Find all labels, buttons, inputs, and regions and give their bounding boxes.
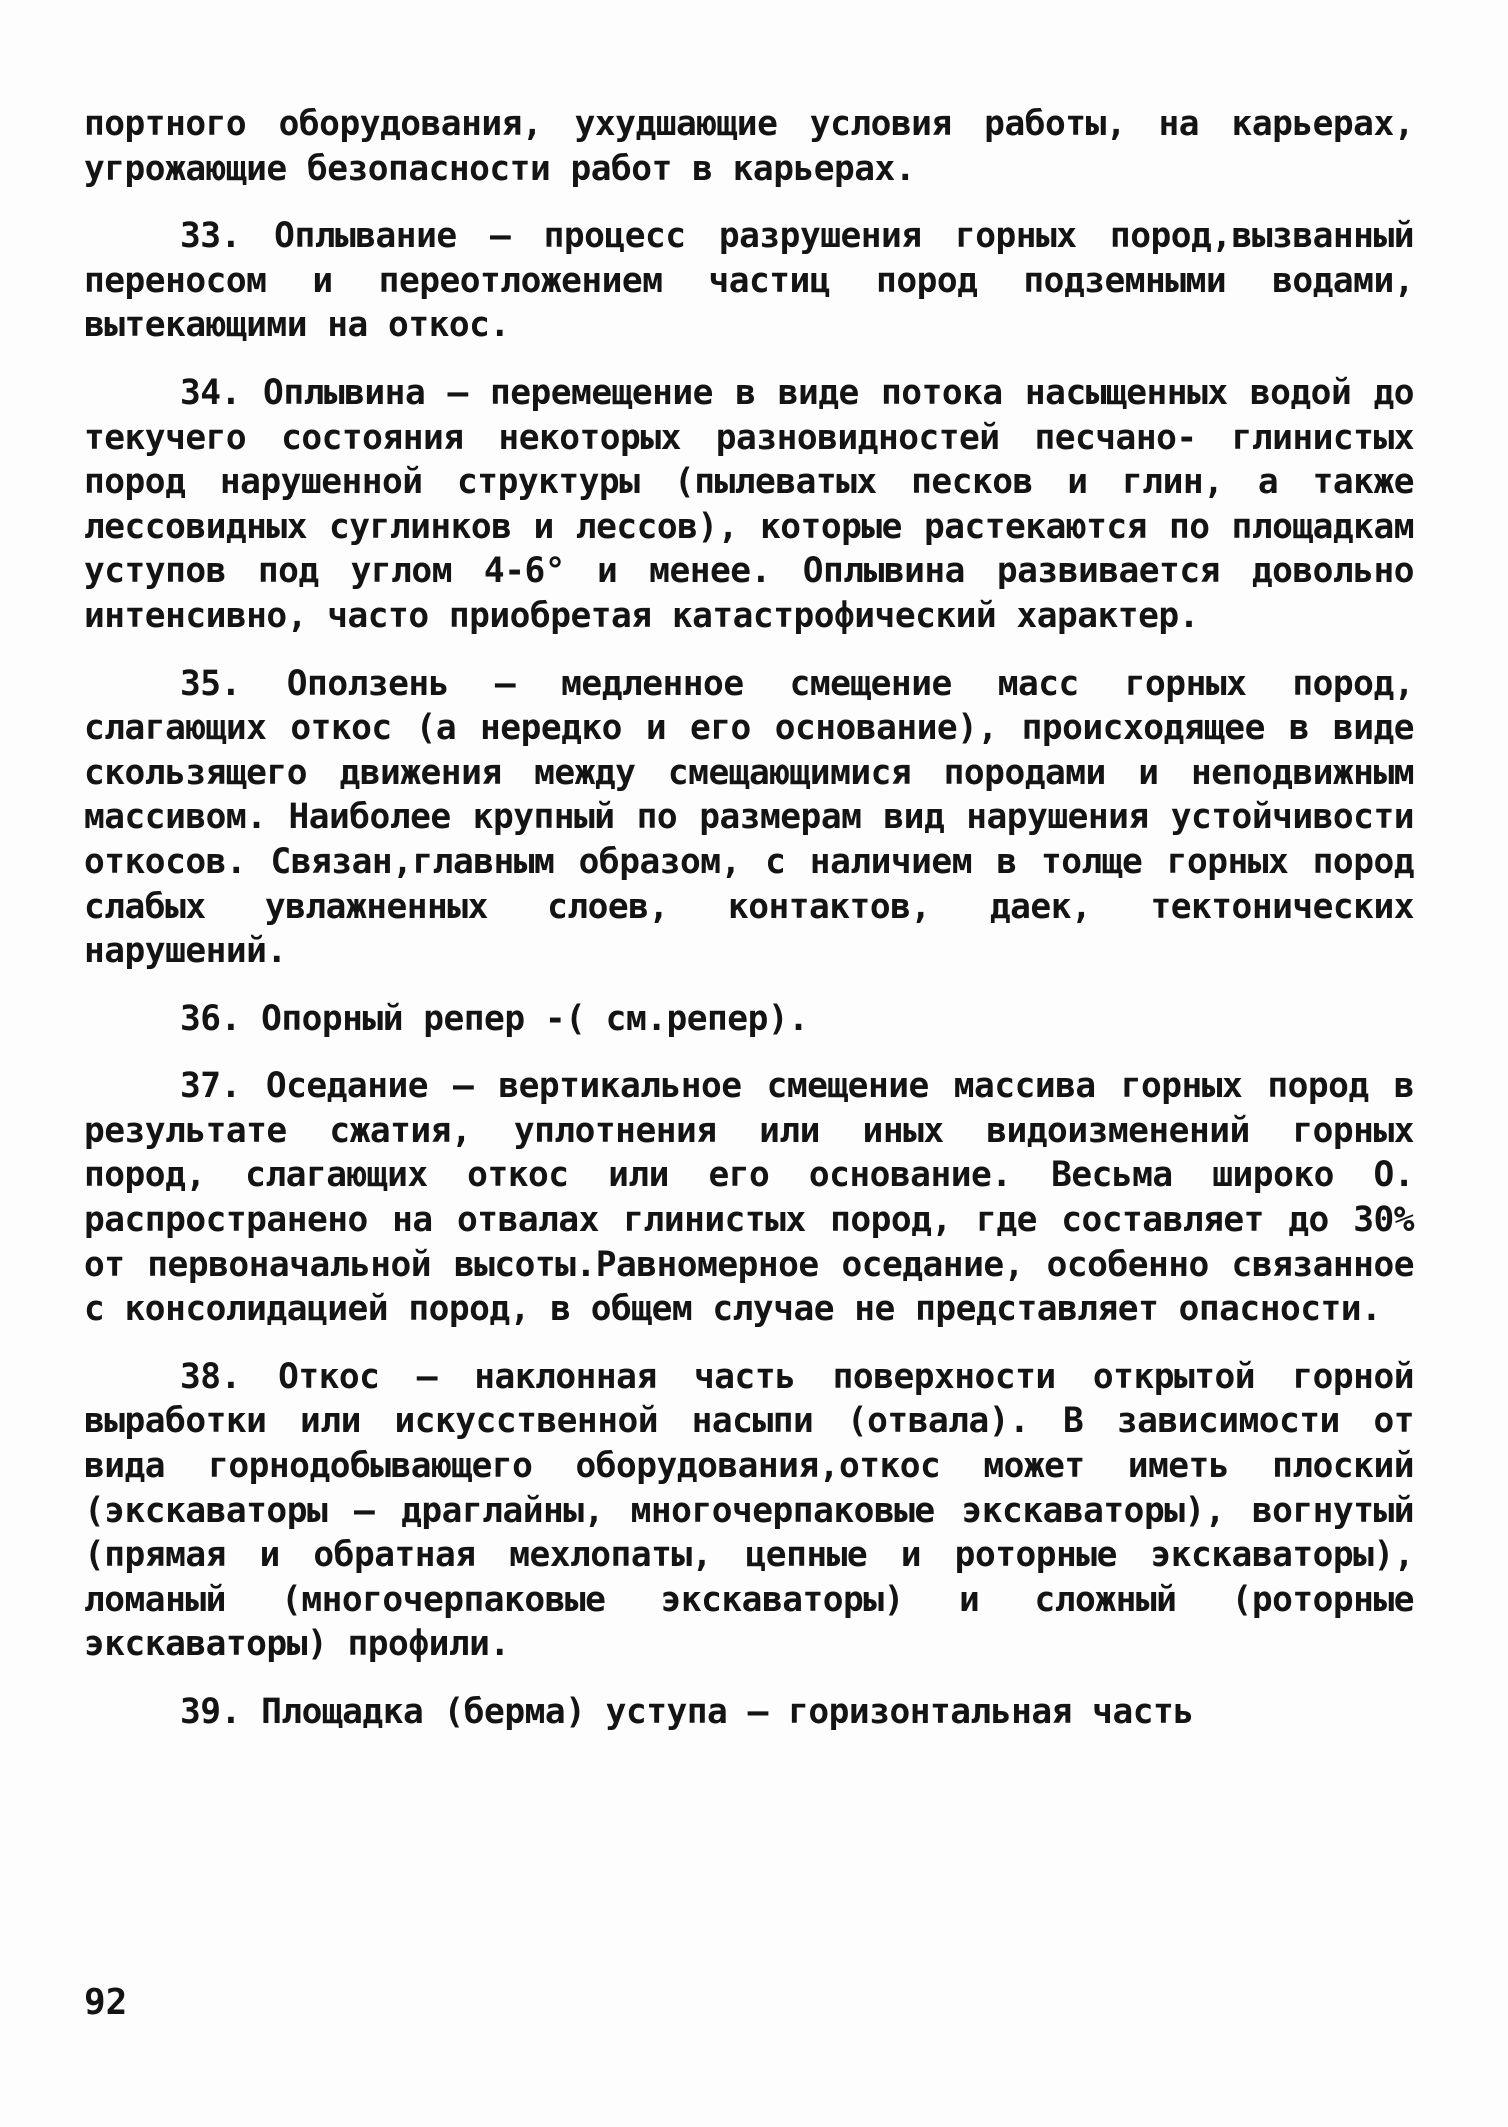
paragraph-36-opornyi-reper: 36. Опорный репер -( см.репер). xyxy=(180,998,809,1039)
paragraph-33-oplyvanie: 33. Оплывание – процесс разрушения горных пород,вызванный переносом и переотложением частиц пород подземными водами, вытекающими на откос. xyxy=(84,216,1414,346)
paragraph-continuation: портного оборудования, ухудшающие условия работы, на карьерах, угрожающие безопасности работ в карьерах. xyxy=(84,104,1414,189)
paragraph-38-otkos: 38. Откос – наклонная часть поверхности открытой горной выработки или искусственной насыпи (отвала). В зависимости от вида горнодобывающего оборудования,откос может иметь плоский (экскаваторы – драглайны, многочерпаковые экскаваторы), вогнутый (прямая и обратная мехлопаты, цепные и роторные экскаваторы), ломаный (многочерпаковые экскаваторы) и сложный (роторные экскаваторы) профили. xyxy=(84,1356,1414,1665)
paragraph-37-osedanie: 37. Оседание – вертикальное смещение массива горных пород в результате сжатия, уплотнения или иных видоизменений горных пород, слагающих откос или его основание. Весьма широко О. распространено на отвалах глинистых пород, где составляет до 30% от первоначальной высоты.Равномерное оседание, особенно связанное с консолидацией пород, в общем случае не представляет опасности. xyxy=(84,1066,1414,1330)
page-number: 92 xyxy=(84,1982,128,2023)
body-text xyxy=(84,102,1414,1758)
paragraph-35-opolzen: 35. Оползень – медленное смещение масс горных пород, слагающих откос (а нередко и его основание), происходящее в виде скользящего движения между смещающимися породами и неподвижным массивом. Наиболее крупный по размерам вид нарушения устойчивости откосов. Связан,главным образом, с наличием в толще горных пород слабых увлажненных слоев, контактов, даек, тектонических нарушений. xyxy=(84,663,1414,972)
paragraph-39-ploshchadka: 39. Площадка (берма) уступа – горизонтальная часть xyxy=(180,1692,1194,1732)
paragraph-34-oplyvina: 34. Оплывина – перемещение в виде потока насыщенных водой до текучего состояния некоторых разновидностей песчано- глинистых пород нарушенной структуры (пылеватых песков и глин, а также лессовидных суглинков и лессов), которые растекаются по площадкам уступов под углом 4-6° и менее. Оплывина развивается довольно интенсивно, часто приобретая катастрофический характер. xyxy=(84,372,1414,636)
